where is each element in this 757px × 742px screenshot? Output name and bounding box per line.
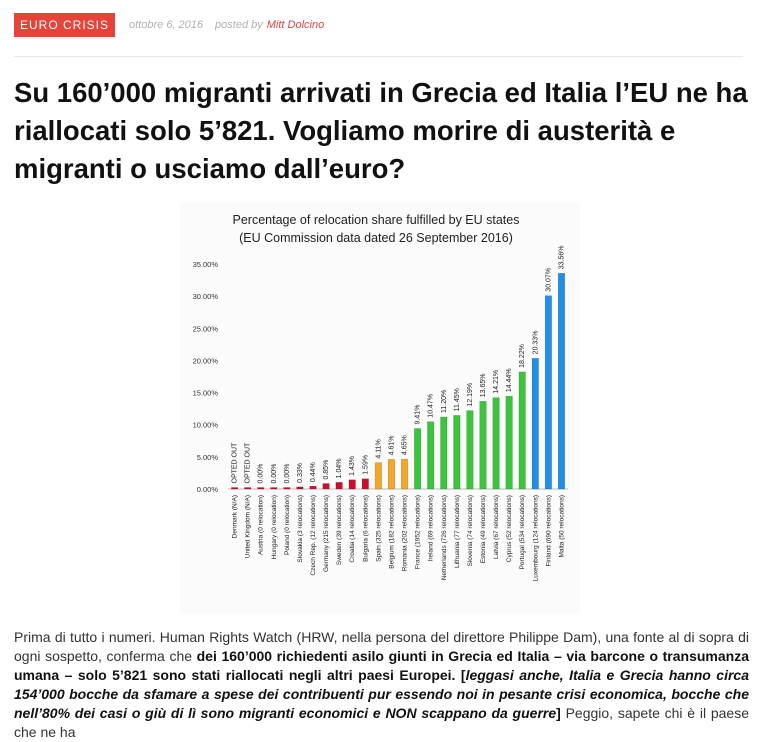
x-tick-label: Cyprus (52 relocations): [506, 495, 514, 563]
bar: [532, 358, 539, 489]
category-badge[interactable]: EURO CRISIS: [14, 13, 115, 37]
x-tick-label: Malta (50 relocations): [558, 495, 566, 558]
bar-value-label: 18.22%: [519, 344, 527, 368]
bar: [401, 459, 408, 489]
chart-title: Percentage of relocation share fulfilled by EU states: [232, 213, 520, 227]
article-text-bold-italic: leggasi anche, Italia e Grecia hanno circa 154’000 bocche da sfamare a spese dei contribuenti pur essendo noi in pesante crisi economica, bocche che nell’80% dei casi o giù di lì sono migranti economici e NON scappano da guerre: [14, 667, 749, 721]
y-tick-label: 20.00%: [192, 356, 218, 366]
bar-value-label: 12.19%: [466, 382, 474, 407]
bar: [323, 484, 330, 489]
category-labels: [232, 495, 566, 581]
article-text-bold: dei 160’000 richiedenti asilo giunti in Grecia ed Italia – via barcone o transumanza umana – solo 5’821 sono stati riallocati negli altri paesi Europei. [: [14, 648, 749, 683]
bar: [506, 396, 513, 489]
bar-value-label: 14.21%: [493, 369, 501, 394]
bar: [558, 273, 565, 489]
bar: [545, 296, 552, 489]
bar-value-label: 4.61%: [388, 435, 396, 456]
bar-value-label: 0.00%: [257, 463, 265, 484]
bar-value-label: 11.20%: [440, 389, 448, 413]
y-tick-label: 10.00%: [192, 420, 218, 430]
bar-value-label: 30.07%: [545, 267, 553, 292]
bar-value-label: 0.85%: [323, 459, 331, 480]
article-text-tail: Peggio, sapete chi è il paese che ne ha: [14, 705, 750, 740]
bar-value-label: 1.04%: [336, 458, 344, 479]
bar: [271, 488, 278, 490]
bar-value-label: 14.44%: [506, 368, 514, 393]
value-labels: [232, 246, 566, 484]
x-tick-label: Sweden (39 relocations): [336, 495, 344, 566]
bar: [231, 488, 238, 490]
bar: [493, 398, 500, 489]
article-paragraph: [14, 628, 749, 742]
bar: [297, 487, 304, 489]
chart-subtitle: (EU Commission data dated 26 September 2016): [239, 231, 513, 245]
bar-value-label: 0.33%: [296, 463, 304, 483]
bar-value-label: 0.00%: [270, 463, 278, 484]
x-tick-label: Germany (215 relocations): [323, 495, 331, 572]
post-meta: [14, 13, 324, 37]
x-tick-label: Latvia (67 relocations): [493, 495, 501, 559]
x-tick-label: Finland (690 relocations): [545, 495, 553, 567]
bar: [375, 463, 382, 489]
x-tick-label: United Kingdom (N/A): [244, 495, 252, 559]
relocation-bar-chart: [180, 202, 580, 614]
posted-by-label: posted by: [215, 19, 263, 31]
y-tick-label: 15.00%: [192, 388, 218, 398]
x-tick-label: Slovakia (3 relocations): [296, 495, 304, 563]
x-tick-label: Netherlands (726 relocations): [440, 495, 448, 581]
bar: [467, 411, 474, 489]
x-tick-label: Luxembourg (124 relocations): [532, 495, 540, 582]
bar: [336, 482, 343, 489]
x-tick-label: Czech Rep. (12 relocations): [310, 495, 317, 576]
bar-value-label: 1.59%: [362, 454, 370, 475]
bar-value-label: 4.11%: [375, 439, 383, 459]
x-tick-label: Spain (325 relocations): [375, 495, 383, 562]
bar: [284, 488, 291, 490]
bar-value-label: 33.56%: [558, 245, 566, 270]
bar-value-label: 1.43%: [349, 455, 357, 476]
x-tick-label: Denmark (N/A): [231, 495, 239, 539]
bar: [441, 417, 448, 489]
bar-value-label: 4.65%: [401, 435, 409, 456]
article-text-bracket: ]: [556, 705, 561, 721]
bar: [362, 479, 369, 489]
bar-value-label: 20.33%: [532, 330, 540, 355]
x-tick-label: Bulgaria (6 relocations): [362, 495, 370, 562]
chart-figure: [180, 202, 580, 614]
bar-value-label: 9.41%: [414, 404, 422, 425]
x-tick-label: Romania (202 relocations): [401, 495, 409, 572]
bar-value-label: 11.45%: [453, 388, 461, 412]
y-tick-label: 5.00%: [196, 452, 218, 462]
y-tick-label: 30.00%: [192, 292, 218, 302]
x-tick-label: Hungary (0 relocation): [270, 495, 278, 560]
post-title: Su 160’000 migranti arrivati in Grecia ed Italia l’EU ne ha riallocati solo 5’821. Vogliamo morire di austerità e migranti o usciamo dall’euro?: [14, 77, 748, 184]
bar: [388, 459, 395, 489]
y-tick-label: 0.00%: [196, 485, 218, 494]
bars: [231, 273, 564, 489]
meta-divider: [14, 56, 743, 57]
x-tick-label: Ireland (69 relocations): [427, 495, 435, 562]
x-tick-label: Estonia (49 relocations): [480, 495, 487, 564]
x-tick-label: Croatia (14 relocations): [349, 495, 357, 563]
bar-value-label: 0.44%: [310, 462, 317, 483]
x-tick-label: Austria (0 relocation): [257, 495, 265, 555]
bar: [427, 422, 434, 489]
x-tick-label: Slovenia (74 relocations): [466, 495, 474, 567]
bar-value-label: OPTED OUT: [231, 442, 239, 484]
bar-value-label: 13.65%: [480, 373, 487, 398]
bar: [480, 401, 487, 489]
article-text-intro: Prima di tutto i numeri. Human Rights Watch (HRW, nella persona del direttore Philippe Dam), una fonte al di sopra di ogni sospetto, conferma che: [14, 629, 749, 664]
bar: [244, 488, 251, 490]
x-tick-label: Portugal (534 relocations): [519, 495, 527, 570]
bar: [519, 372, 526, 489]
post-date: ottobre 6, 2016: [129, 19, 204, 31]
author-link[interactable]: Mitt Dolcino: [266, 19, 325, 31]
y-tick-label: 25.00%: [192, 324, 218, 334]
x-tick-label: France (1952 relocations): [414, 495, 422, 570]
bar-value-label: 0.00%: [283, 463, 291, 484]
x-tick-label: Poland (0 relocation): [283, 495, 291, 555]
bar-value-label: OPTED OUT: [244, 442, 252, 484]
x-tick-label: Lithuania (77 relocations): [453, 495, 461, 568]
bar: [310, 486, 317, 489]
bar: [349, 480, 356, 489]
bar: [414, 429, 421, 489]
y-tick-label: 35.00%: [192, 260, 218, 269]
x-tick-label: Belgium (182 relocations): [388, 495, 396, 569]
bar-value-label: 10.47%: [427, 393, 435, 418]
bar: [257, 488, 264, 490]
bar: [454, 415, 461, 489]
